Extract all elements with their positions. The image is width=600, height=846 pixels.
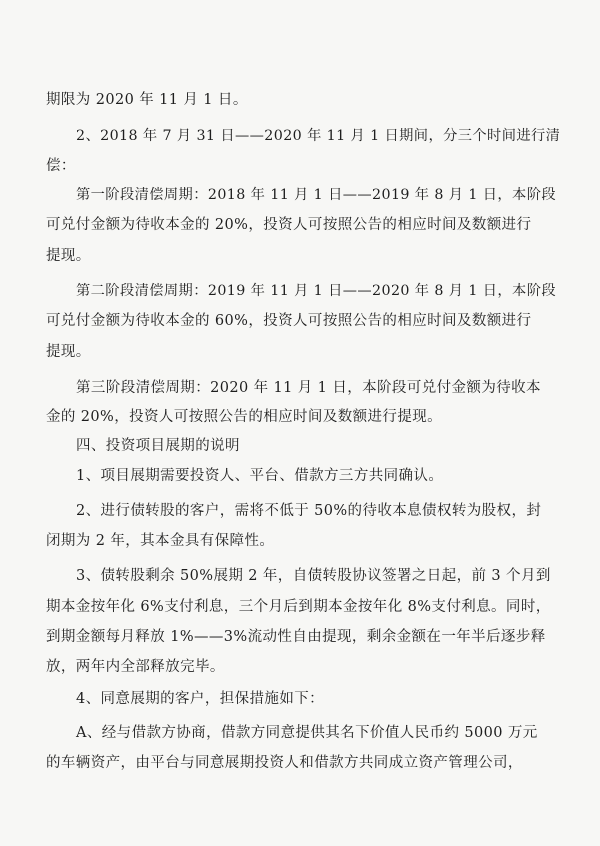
text-line: 4、同意展期的客户，担保措施如下： <box>76 691 325 707</box>
text-line: 期限为 2020 年 11 月 1 日。 <box>46 92 248 108</box>
section-heading: 四、投资项目展期的说明 <box>76 438 240 454</box>
text-line: 3、债转股剩余 50%展期 2 年，自债转股协议签署之日起，前 3 个月到 <box>76 568 551 584</box>
text-line: 2、2018 年 7 月 31 日——2020 年 11 月 1 日期间，分三个时间进行清 <box>76 128 561 144</box>
text-line: 放，两年内全部释放完毕。 <box>46 659 225 675</box>
text-line: 1、项目展期需要投资人、平台、借款方三方共同确认。 <box>76 468 444 484</box>
text-line: 可兑付金额为待收本金的 20%，投资人可按照公告的相应时间及数额进行 <box>46 217 532 233</box>
text-line: 2、进行债转股的客户，需将不低于 50%的待收本息债权转为股权，封 <box>76 503 542 519</box>
text-line: 期本金按年化 6%支付利息，三个月后到期本金按年化 8%支付利息。同时， <box>46 599 551 615</box>
text-line: 第一阶段清偿周期：2018 年 11 月 1 日——2019 年 8 月 1 日，本阶段 <box>76 187 557 203</box>
text-line: 提现。 <box>46 248 91 264</box>
text-line: 偿： <box>46 158 76 174</box>
text-line: 到期金额每月释放 1%——3%流动性自由提现，剩余金额在一年半后逐步释 <box>46 629 546 645</box>
text-line: 第三阶段清偿周期：2020 年 11 月 1 日，本阶段可兑付金额为待收本 <box>76 380 541 396</box>
text-line: 的车辆资产，由平台与同意展期投资人和借款方共同成立资产管理公司， <box>46 755 523 771</box>
text-line: A、经与借款方协商，借款方同意提供其名下价值人民币约 5000 万元 <box>76 725 538 741</box>
text-line: 可兑付金额为待收本金的 60%，投资人可按照公告的相应时间及数额进行 <box>46 313 532 329</box>
text-line: 金的 20%，投资人可按照公告的相应时间及数额进行提现。 <box>46 409 443 425</box>
text-line: 第二阶段清偿周期：2019 年 11 月 1 日——2020 年 8 月 1 日，本阶段 <box>76 283 557 299</box>
text-line: 闭期为 2 年，其本金具有保障性。 <box>46 533 275 549</box>
text-line: 提现。 <box>46 344 91 360</box>
